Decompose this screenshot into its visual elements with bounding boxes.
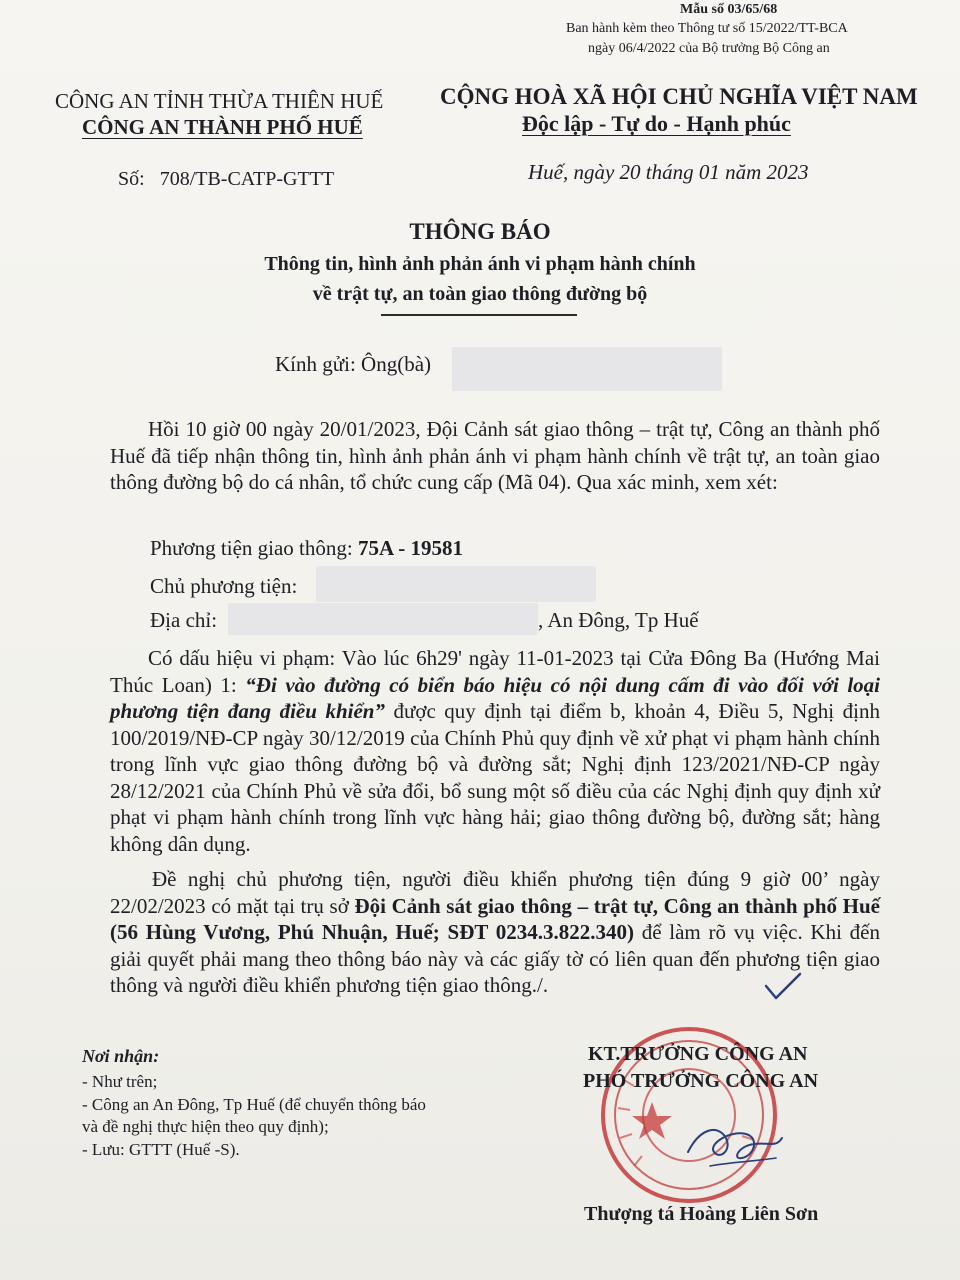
- signature-title-line2: PHÓ TRƯỞNG CÔNG AN: [583, 1070, 819, 1092]
- recipient-line3: và đề nghị thực hiện theo quy định);: [82, 1117, 329, 1136]
- signer-name: Thượng tá Hoàng Liên Sơn: [584, 1203, 819, 1225]
- intro-text: Hồi 10 giờ 00 ngày 20/01/2023, Đội Cảnh sát giao thông – trật tự, Công an thành phố Huế đã tiếp nhận thông tin, hình ảnh phản ánh vi phạm hành chính về trật tự, an toàn giao thông đường bộ do cá nhân, tổ chức cung cấp (Mã 04). Qua xác minh, xem xét:: [110, 417, 880, 494]
- signature-title-line1: KT.TRƯỞNG CÔNG AN: [588, 1043, 808, 1065]
- violation-quote: “Đi vào đường có biển báo hiệu có nội dung cấm đi vào đối với loại phương tiện đang điều khiển”: [110, 672, 881, 723]
- org-name: CÔNG AN THÀNH PHỐ HUẾ: [82, 115, 363, 139]
- redacted-address: [228, 603, 538, 635]
- handwritten-check-mark: [760, 968, 820, 1008]
- handwritten-signature: [680, 1108, 790, 1178]
- place-date: Huế, ngày 20 tháng 01 năm 2023: [528, 160, 809, 184]
- doc-number-label: Số:: [118, 168, 145, 190]
- vehicle-plate: 75A - 19581: [357, 536, 463, 560]
- doc-number: [118, 168, 334, 191]
- request-rest: để làm rõ vụ việc. Khi đến giải quyết phải mang theo thông báo này và các giấy tờ có liên quan đến phương tiện giao thông và người điều khiển phương tiện giao thông./.: [110, 920, 880, 997]
- form-note-line2: ngày 06/4/2022 của Bộ trưởng Bộ Công an: [588, 41, 830, 56]
- redacted-addressee: [452, 347, 722, 391]
- intro-paragraph: [110, 416, 880, 496]
- form-code: Mẫu số 03/65/68: [680, 2, 778, 17]
- violation-paragraph: [110, 645, 880, 857]
- request-office: Đội Cảnh sát giao thông – trật tự, Công an thành phố Huế (56 Hùng Vương, Phú Nhuận, Huế; SĐT 0234.3.822.340): [110, 893, 881, 944]
- address-suffix: , An Đông, Tp Huế: [538, 608, 699, 632]
- owner-label: Chủ phương tiện:: [150, 574, 298, 598]
- doc-title: THÔNG BÁO: [409, 219, 551, 244]
- form-note-line1: Ban hành kèm theo Thông tư số 15/2022/TT-BCA: [566, 21, 848, 36]
- doc-subtitle-line2: về trật tự, an toàn giao thông đường bộ: [312, 283, 648, 305]
- doc-subtitle-line1: Thông tin, hình ảnh phản ánh vi phạm hành chính: [264, 253, 696, 275]
- redacted-owner: [316, 566, 596, 602]
- addressee-label: Kính gửi: Ông(bà): [275, 352, 432, 376]
- org-parent: CÔNG AN TỈNH THỪA THIÊN HUẾ: [55, 89, 384, 113]
- vehicle-line: [150, 536, 463, 561]
- vehicle-label: Phương tiện giao thông:: [150, 536, 353, 560]
- nation-motto: Độc lập - Tự do - Hạnh phúc: [522, 111, 791, 136]
- recipient-line2: - Công an An Đông, Tp Huế (để chuyển thông báo: [82, 1095, 426, 1114]
- title-underline: [381, 314, 577, 316]
- violation-rest: được quy định tại điểm b, khoản 4, Điều 5, Nghị định 100/2019/NĐ-CP ngày 30/12/2019 của Chính Phủ quy định về xử phạt vi phạm hành chính trong lĩnh vực giao thông đường bộ và đường sắt; Nghị định 123/2021/NĐ-CP ngày 28/12/2021 của Chính Phủ về sửa đổi, bổ sung một số điều của các Nghị định quy định xử phạt vi phạm hành chính trong lĩnh vực hàng hải; giao thông đường bộ, đường sắt; hàng không dân dụng.: [110, 699, 880, 856]
- doc-number-value: 708/TB-CATP-GTTT: [159, 168, 335, 190]
- request-lead: Đề nghị chủ phương tiện, người điều khiển phương tiện đúng 9 giờ 00’ ngày 22/02/2023 có mặt tại trụ sở: [110, 867, 880, 918]
- recipients-title: Nơi nhận:: [82, 1046, 160, 1066]
- nation-name: CỘNG HOÀ XÃ HỘI CHỦ NGHĨA VIỆT NAM: [440, 84, 918, 109]
- recipient-line1: - Như trên;: [82, 1072, 158, 1091]
- violation-lead: Có dấu hiệu vi phạm: Vào lúc 6h29' ngày 11-01-2023 tại Cửa Đông Ba (Hướng Mai Thúc Loan) 1:: [110, 646, 880, 697]
- address-label: Địa chỉ:: [150, 608, 218, 632]
- recipient-line4: - Lưu: GTTT (Huế -S).: [82, 1140, 240, 1159]
